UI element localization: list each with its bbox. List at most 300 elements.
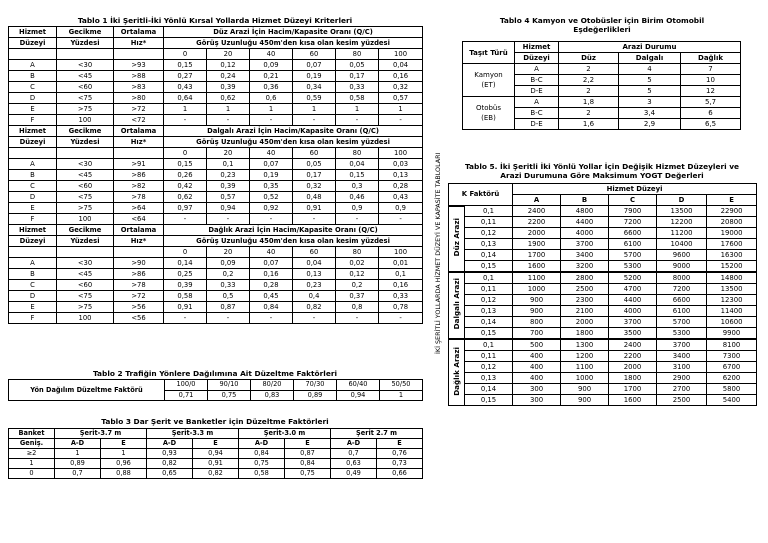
table-cell: 0,12: [336, 269, 379, 280]
table-cell: -: [164, 115, 207, 126]
table-cell: 6600: [609, 228, 657, 239]
table-cell: -: [379, 115, 423, 126]
table-cell: 9000: [657, 261, 707, 273]
table-cell: 13500: [657, 206, 707, 217]
table-cell: 6100: [609, 239, 657, 250]
table4: [462, 41, 741, 130]
table-cell: <75: [57, 192, 114, 203]
percent-header: 0: [164, 148, 207, 159]
side-running-title: İKİ ŞERİTLİ YOLLARDA HİZMET DÜZEYİ VE KAPASİTE TABLOLARI: [434, 152, 442, 354]
table-cell: 0,73: [377, 459, 423, 469]
table-row: [9, 38, 423, 49]
table-cell: 900: [561, 395, 609, 406]
table3: [8, 428, 423, 479]
table-cell: 0,9: [379, 203, 423, 214]
table3-subheader: A-D: [239, 439, 285, 449]
table-cell: 0,01: [379, 258, 423, 269]
table-cell: 6: [681, 108, 741, 119]
table-cell: >78: [114, 280, 164, 291]
table-row: [449, 239, 757, 250]
table-cell: 0,59: [293, 93, 336, 104]
table-row: [449, 339, 757, 351]
table-cell: >72: [114, 291, 164, 302]
table-cell: 0,82: [293, 302, 336, 313]
table-cell: 2000: [513, 228, 561, 239]
table-cell: A: [9, 60, 57, 71]
table-cell: 0,4: [293, 291, 336, 302]
terrain-col-header: Dağlık: [681, 53, 741, 64]
table-cell: 3,4: [619, 108, 681, 119]
table-cell: F: [9, 115, 57, 126]
table-cell: 7900: [609, 206, 657, 217]
terrain-vc-header: Düz Arazi İçin Hacim/Kapasite Oranı (Q/C): [164, 27, 423, 38]
table-cell: F: [9, 214, 57, 225]
table5: [448, 183, 757, 406]
table-cell: <60: [57, 82, 114, 93]
table-cell: 0,39: [207, 181, 250, 192]
table-cell: 1600: [513, 261, 561, 273]
table-cell: 0,5: [207, 291, 250, 302]
table-cell: 400: [513, 373, 561, 384]
column-header: Ortalama: [114, 27, 164, 38]
table-cell: 0,58: [164, 291, 207, 302]
table-row: [9, 115, 423, 126]
table-cell: 5700: [609, 250, 657, 261]
table-cell: 5200: [609, 272, 657, 284]
table-cell: 0,09: [250, 60, 293, 71]
level-header: C: [609, 195, 657, 206]
table-cell: 0,82: [147, 459, 193, 469]
table-cell: 2500: [657, 395, 707, 406]
table-row: [449, 284, 757, 295]
table-cell: 1: [9, 459, 55, 469]
terrain-group-cell: [449, 339, 465, 406]
table-cell: 0,8: [336, 302, 379, 313]
column-header: Yüzdesi: [57, 38, 114, 49]
table-row: [449, 261, 757, 273]
table-cell: 0,15: [164, 159, 207, 170]
table-cell: 1100: [561, 362, 609, 373]
table-cell: 2900: [657, 373, 707, 384]
table-row: [9, 104, 423, 115]
table-row: [449, 295, 757, 306]
table-row: [449, 250, 757, 261]
level-header: A: [513, 195, 561, 206]
table-cell: 0,14: [465, 250, 513, 261]
table5-caption: Tablo 5. İki Şeritli İki Yönlü Yollar İçin Değişik Hizmet Düzeyleri ve: [464, 162, 740, 171]
table-cell: 0,7: [55, 469, 101, 479]
terrain-label: Dalgalı Arazi: [451, 278, 461, 330]
table-cell: 11200: [657, 228, 707, 239]
table-cell: 0,75: [285, 469, 331, 479]
table-cell: A: [515, 64, 559, 75]
table3-subheader: Geniş.: [9, 439, 55, 449]
table-row: [9, 203, 423, 214]
table-cell: 0,21: [250, 71, 293, 82]
table-row: [449, 306, 757, 317]
table-cell: 0,24: [207, 71, 250, 82]
table2: [8, 379, 423, 401]
table3-header: Şerit-3.0 m: [239, 429, 331, 439]
table-cell: 0,89: [55, 459, 101, 469]
percent-header: 40: [250, 247, 293, 258]
table-cell: 1700: [609, 384, 657, 395]
table-cell: <45: [57, 71, 114, 82]
split-cell: 60/40: [337, 380, 380, 391]
table-cell: 6,5: [681, 119, 741, 130]
table-cell: 400: [513, 362, 561, 373]
vehicle-type-cell: [463, 97, 515, 130]
table-cell: 8100: [707, 339, 757, 351]
table-cell: 0,52: [250, 192, 293, 203]
table-cell: D-E: [515, 119, 559, 130]
table-cell: 0,23: [293, 280, 336, 291]
table-cell: 0,12: [465, 295, 513, 306]
table-cell: 0,7: [331, 449, 377, 459]
table-cell: 2500: [561, 284, 609, 295]
table-cell: 1: [55, 449, 101, 459]
table-cell: 0,17: [336, 71, 379, 82]
table-cell: 2400: [513, 206, 561, 217]
level-header: B: [561, 195, 609, 206]
table-cell: 0,57: [207, 192, 250, 203]
table-cell: 0,92: [250, 203, 293, 214]
table-row: [9, 49, 423, 60]
service-level-header: Hizmet Düzeyi: [513, 184, 757, 195]
table-cell: 5,7: [681, 97, 741, 108]
table4-caption-line2: Eşdeğerlikleri: [573, 25, 631, 34]
table-row: [9, 313, 423, 324]
table-cell: 0,33: [336, 82, 379, 93]
table-cell: 0,66: [377, 469, 423, 479]
table-cell: 0,46: [336, 192, 379, 203]
table-cell: D: [9, 192, 57, 203]
percent-header: 20: [207, 148, 250, 159]
table-cell: -: [336, 115, 379, 126]
table-cell: 0,19: [293, 71, 336, 82]
table-cell: 1800: [609, 373, 657, 384]
percent-header: 60: [293, 49, 336, 60]
table-cell: 0,07: [250, 258, 293, 269]
table-row: [9, 126, 423, 137]
table3-subheader: E: [193, 439, 239, 449]
table-cell: 5: [619, 86, 681, 97]
table-cell: 5300: [657, 328, 707, 340]
table-cell: -: [336, 214, 379, 225]
table-cell: 0,37: [336, 291, 379, 302]
table-cell: 0,14: [164, 258, 207, 269]
table-cell: 0,1: [379, 269, 423, 280]
table-cell: 0,39: [207, 82, 250, 93]
table-cell: 3400: [561, 250, 609, 261]
table-row: [9, 192, 423, 203]
table-cell: >72: [114, 104, 164, 115]
table-cell: 19000: [707, 228, 757, 239]
table-row: [9, 302, 423, 313]
table-row: [463, 64, 741, 75]
factor-cell: 0,89: [294, 390, 337, 401]
table-cell: 0,1: [465, 206, 513, 217]
table-cell: -: [293, 313, 336, 324]
table-cell: >93: [114, 60, 164, 71]
table-cell: 1: [250, 104, 293, 115]
percent-header: 20: [207, 49, 250, 60]
table3-header: Banket: [9, 429, 55, 439]
table-cell: 0,34: [293, 82, 336, 93]
table-row: [9, 148, 423, 159]
table-cell: 0,03: [379, 159, 423, 170]
table-cell: 1,8: [559, 97, 619, 108]
table-row: [449, 317, 757, 328]
table-cell: 4400: [609, 295, 657, 306]
table3-caption: Tablo 3 Dar Şerit ve Banketler için Düzeltme Faktörleri: [101, 417, 329, 426]
table-cell: A: [515, 97, 559, 108]
table-row: [9, 82, 423, 93]
table-cell: 0,13: [379, 170, 423, 181]
table-cell: 3: [619, 97, 681, 108]
factor-cell: 0,71: [165, 390, 208, 401]
table-row: [449, 272, 757, 284]
table2-caption: Tablo 2 Trafiğin Yönlere Dağılımına Ait Düzeltme Faktörleri: [92, 369, 338, 378]
factor-cell: 0,75: [208, 390, 251, 401]
table-cell: 100: [57, 115, 114, 126]
vehicle-name: Otobüs: [475, 104, 502, 112]
table-cell: C: [9, 181, 57, 192]
table3-header: Şerit-3.3 m: [147, 429, 239, 439]
table-cell: >86: [114, 170, 164, 181]
table-row: [9, 247, 423, 258]
factor-cell: 0,83: [251, 390, 294, 401]
table-cell: 0,04: [379, 60, 423, 71]
table-cell: >83: [114, 82, 164, 93]
table-cell: 0,32: [293, 181, 336, 192]
table-cell: 0,3: [336, 181, 379, 192]
table-cell: -: [207, 313, 250, 324]
table-cell: 0,13: [465, 306, 513, 317]
table-cell: <56: [114, 313, 164, 324]
table-cell: <72: [114, 115, 164, 126]
split-cell: 50/50: [380, 380, 423, 391]
column-header: Ortalama: [114, 225, 164, 236]
service-level-header-line2: Düzeyi: [515, 53, 559, 64]
table-cell: 3700: [609, 317, 657, 328]
percent-header: 60: [293, 247, 336, 258]
table-cell: C: [9, 280, 57, 291]
table-cell: <60: [57, 181, 114, 192]
split-cell: 80/20: [251, 380, 294, 391]
table-cell: >78: [114, 192, 164, 203]
table-cell: 0,05: [336, 60, 379, 71]
table-cell: 0,45: [250, 291, 293, 302]
table-cell: 0,94: [207, 203, 250, 214]
table-cell: <30: [57, 258, 114, 269]
table-cell: -: [207, 214, 250, 225]
table-row: [9, 258, 423, 269]
terrain-group-cell: [449, 272, 465, 339]
table-cell: 0,28: [379, 181, 423, 192]
table-cell: <30: [57, 159, 114, 170]
table-cell: A: [9, 159, 57, 170]
table-row: [449, 206, 757, 217]
table-cell: 0,23: [207, 170, 250, 181]
table-cell: A: [9, 258, 57, 269]
table-cell: 0,15: [465, 328, 513, 340]
table-cell: 0,91: [293, 203, 336, 214]
table-cell: 1000: [513, 284, 561, 295]
table-cell: 2400: [609, 339, 657, 351]
terrain-vc-header: Dağlık Arazi İçin Hacim/Kapasite Oranı (Q/C): [164, 225, 423, 236]
table-cell: 0,84: [250, 302, 293, 313]
table4-caption: Tablo 4 Kamyon ve Otobüsler için Birim Otomobil: [499, 16, 705, 25]
table-cell: 3700: [561, 239, 609, 250]
table-row: [449, 384, 757, 395]
table-cell: 7200: [657, 284, 707, 295]
table-row: [9, 181, 423, 192]
table-cell: 0,1: [465, 339, 513, 351]
table-cell: >88: [114, 71, 164, 82]
empty-cell: [9, 148, 57, 159]
table-cell: 1000: [561, 373, 609, 384]
percent-header: 40: [250, 49, 293, 60]
split-cell: 100/0: [165, 380, 208, 391]
table-cell: 1600: [609, 395, 657, 406]
table-cell: >80: [114, 93, 164, 104]
table-cell: 6100: [657, 306, 707, 317]
table-cell: 0,57: [379, 93, 423, 104]
table-cell: <60: [57, 280, 114, 291]
column-header: Hizmet: [9, 27, 57, 38]
terrain-vc-header: Dalgalı Arazi İçin Hacim/Kapasite Oranı (Q/C): [164, 126, 423, 137]
table-row: [9, 27, 423, 38]
table-cell: 0,88: [101, 469, 147, 479]
table-cell: 0,2: [336, 280, 379, 291]
table-cell: F: [9, 313, 57, 324]
table-cell: 3700: [657, 339, 707, 351]
level-header: D: [657, 195, 707, 206]
table-cell: 2: [559, 64, 619, 75]
table-cell: 0,6: [250, 93, 293, 104]
column-header: Hizmet: [9, 126, 57, 137]
table-cell: 0,75: [239, 459, 285, 469]
table5-caption-line2: Arazi Durumuna Göre Maksimum YOGT Değerleri: [500, 171, 704, 180]
table-cell: 2: [559, 86, 619, 97]
table-cell: 2200: [609, 351, 657, 362]
table-cell: 0,04: [336, 159, 379, 170]
table-cell: -: [207, 115, 250, 126]
table-cell: 0,13: [293, 269, 336, 280]
table-cell: B-C: [515, 108, 559, 119]
percent-header: 0: [164, 247, 207, 258]
table-row: [9, 291, 423, 302]
table-row: [9, 459, 423, 469]
table-cell: 0,15: [164, 60, 207, 71]
table-cell: 0,13: [465, 373, 513, 384]
table-cell: 0,16: [250, 269, 293, 280]
vehicle-name: Kamyon: [474, 71, 503, 79]
column-header: Yüzdesi: [57, 137, 114, 148]
table-cell: <45: [57, 269, 114, 280]
table-cell: 4000: [609, 306, 657, 317]
table-cell: 0,96: [101, 459, 147, 469]
table-cell: E: [9, 302, 57, 313]
table-cell: 17600: [707, 239, 757, 250]
sight-distance-header: Görüş Uzunluğu 450m'den kısa olan kesim yüzdesi: [164, 137, 423, 148]
table-cell: 22900: [707, 206, 757, 217]
table-cell: -: [293, 214, 336, 225]
table-cell: 300: [513, 395, 561, 406]
table-cell: 4700: [609, 284, 657, 295]
table-cell: 7: [681, 64, 741, 75]
table-cell: >82: [114, 181, 164, 192]
table-cell: 0,12: [465, 228, 513, 239]
table-cell: 0,13: [465, 239, 513, 250]
table-cell: 0,1: [465, 272, 513, 284]
table-cell: 0,15: [465, 261, 513, 273]
table-cell: 16300: [707, 250, 757, 261]
table-cell: 1: [164, 104, 207, 115]
table-cell: 2000: [609, 362, 657, 373]
table-cell: 12300: [707, 295, 757, 306]
level-header: E: [707, 195, 757, 206]
percent-header: 0: [164, 49, 207, 60]
table-cell: 0,62: [164, 192, 207, 203]
table-cell: B: [9, 71, 57, 82]
table-cell: 2: [559, 108, 619, 119]
factor-cell: 0,94: [337, 390, 380, 401]
table-cell: 0,64: [164, 93, 207, 104]
table-cell: 4: [619, 64, 681, 75]
table-cell: 10: [681, 75, 741, 86]
table3-subheader: E: [285, 439, 331, 449]
table-cell: 5300: [609, 261, 657, 273]
table-cell: 0,33: [207, 280, 250, 291]
percent-header: 80: [336, 148, 379, 159]
table-cell: 0: [9, 469, 55, 479]
table-cell: <75: [57, 93, 114, 104]
percent-header: 100: [379, 148, 423, 159]
table-cell: 1: [293, 104, 336, 115]
empty-cell: [114, 49, 164, 60]
table-cell: D-E: [515, 86, 559, 97]
table-cell: 0,43: [164, 82, 207, 93]
table-cell: 900: [561, 384, 609, 395]
split-cell: 90/10: [208, 380, 251, 391]
table-cell: 7200: [609, 217, 657, 228]
column-header: Gecikme: [57, 225, 114, 236]
table-cell: E: [9, 104, 57, 115]
table-cell: <45: [57, 170, 114, 181]
table-cell: 900: [513, 306, 561, 317]
table-row: [9, 449, 423, 459]
column-header: Hız*: [114, 38, 164, 49]
table-cell: 0,9: [336, 203, 379, 214]
table-cell: -: [250, 214, 293, 225]
table-cell: 0,78: [379, 302, 423, 313]
service-level-header: Hizmet: [515, 42, 559, 53]
table-cell: 0,94: [193, 449, 239, 459]
table-cell: -: [293, 115, 336, 126]
table3-subheader: A-D: [55, 439, 101, 449]
table-cell: 5: [619, 75, 681, 86]
table-cell: 0,26: [164, 170, 207, 181]
table-cell: 0,16: [379, 280, 423, 291]
table-cell: 0,49: [331, 469, 377, 479]
table-cell: 0,07: [293, 60, 336, 71]
table-cell: 1800: [561, 328, 609, 340]
table-cell: 0,11: [465, 217, 513, 228]
table-row: [9, 159, 423, 170]
table-cell: E: [9, 203, 57, 214]
